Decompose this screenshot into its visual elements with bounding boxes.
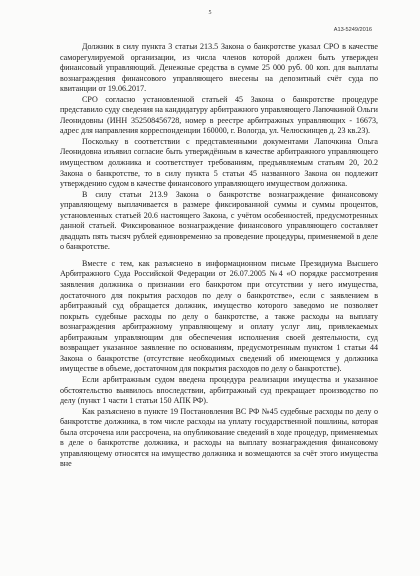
paragraph-presidium-letter: Вместе с тем, как разъяснено в информационном письме Президиума Высшего Арбитражного Суда Российской Федерации от 26.07.2005 №4 «О порядке рассмотрения заявления должника о признании его банкротом при отсутствии у него имущества, достаточного для покрытия расходов по делу о банкротстве», если с заявлением в арбитражный суд обращается должник, имущество которого заведомо не позволяет покрыть судебные расходы по делу о банкротстве, а также расходы на выплату вознаграждения арбитражному управляющему и оплату услуг лиц, привлекаемых арбитражным управляющим для обеспечения исполнения своей деятельности, суд возвращает указанное заявление по основаниям, предусмотренным пунктом 1 статьи 44 Закона о банкротстве (отсутствие необходимых сведений об имеющемся у должника имуществе в объеме, достаточном для покрытия расходов по делу о банкротстве).	[60, 258, 378, 374]
case-number: А13-5249/2016	[333, 27, 372, 33]
paragraph-sro-choice: Должник в силу пункта 3 статьи 213.5 Закона о банкротстве указал СРО в качестве саморегулируемой организации, из числа членов которой должен быть утвержден финансовый управляющий. Денежные средства в сумме 25 000 руб. 00 коп. для выплаты вознаграждения финансового управляющего внесены на депозитный счёт суда по квитанции от 19.06.2017.	[60, 42, 378, 94]
paragraph-sro-candidate: СРО согласно установленной статьей 45 Закона о банкротстве процедуре представило суду сведения на кандидатуру арбитражного управляющего Лапочкиной Ольги Леонидовны (ИНН 352508456728, номер в реестре арбитражных управляющих - 16673, адрес для направления корреспонденции 160000, г. Вологда, ул. Челюскинцев д. 23 кв.23).	[60, 94, 378, 136]
paragraph-court-expenses: Как разъяснено в пункте 19 Постановления ВС РФ №45 судебные расходы по делу о банкротстве должника, в том числе расходы на уплату государственной пошлины, которая была отсрочена или рассрочена, на опубликование сведений в ходе процедур, применяемых в деле о банкротстве должника, и расходы на выплату вознаграждения финансовому управляющему относятся на имущество должника и возмещаются за счёт этого имущества вне	[60, 406, 378, 469]
paragraph-termination: Если арбитражным судом введена процедура реализации имущества и указанное обстоятельство выявилось впоследствии, арбитражный суд прекращает производство по делу (пункт 1 части 1 статьи 150 АПК РФ).	[60, 374, 378, 406]
document-body	[60, 42, 378, 470]
page-number: 5	[208, 10, 212, 16]
paragraph-remuneration: В силу статьи 213.9 Закона о банкротстве вознаграждение финансовому управляющему выплачивается в размере фиксированной суммы и суммы процентов, установленных статьей 20.6 настоящего Закона, с учётом особенностей, предусмотренных данной статьей. Фиксированное вознаграждение финансового управляющего составляет двадцать пять тысяч рублей единовременно за проведение процедуры, применяемой в деле о банкротстве.	[60, 189, 378, 252]
paragraph-approval-grounds: Поскольку в соответствии с представленными документами Лапочкина Ольга Леонидовна изъявил согласие быть утверждённым в качестве арбитражного управляющего имуществом должника и соответствует требованиям, предъявляемым статьям 20, 20.2 Закона о банкротстве, то в силу пункта 5 статьи 45 названного Закона он подлежит утверждению судом в качестве финансового управляющего имуществом должника.	[60, 136, 378, 189]
